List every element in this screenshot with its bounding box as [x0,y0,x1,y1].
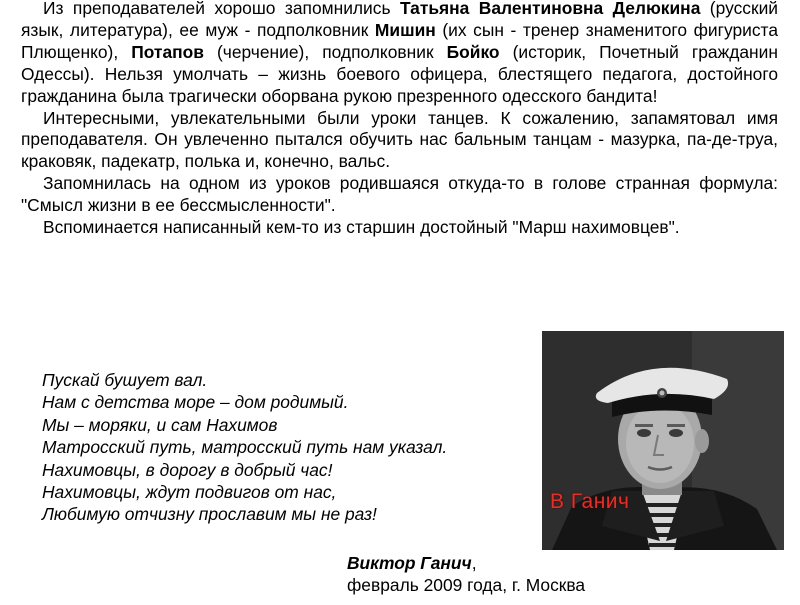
poem-line: Нам с детства море – дом родимый. [42,392,349,413]
portrait-illustration [542,331,784,550]
paragraph-formula: Запомнилась на одном из уроков родившаяся откуда-то в голове странная формула: "Смысл жизни в ее бессмысленности". [21,173,778,216]
author-name: Виктор Ганич [347,553,472,573]
poem-line: Любимую отчизну прославим мы не раз! [42,504,377,525]
portrait-photo [542,331,784,550]
paragraph-march: Вспоминается написанный кем-то из старшин достойный "Марш нахимовцев". [43,217,680,238]
photo-caption: В Ганич [550,490,630,513]
poem-line: Пускай бушует вал. [42,370,208,390]
signature-name-line [347,553,585,575]
poem-march-nakhimovtsev [42,370,532,527]
text-run: (черчение), подполковник [203,41,447,62]
memoir-text [21,0,778,239]
teacher-name-mishin: Мишин [374,19,436,40]
text-run: (русский язык, литература), ее муж - подполковник [21,0,778,40]
paragraph-teachers [21,0,778,108]
teacher-name-potapov: Потапов [131,41,204,62]
poem-line: Матросский путь, матросский путь нам указал. [42,437,448,458]
author-comma: , [471,553,477,573]
text-run: (историк, Почетный гражданин Одессы). Нельзя умолчать – жизнь боевого офицера, блестящего педагога, достойного гражданина была трагически оборвана рукою презренного одесского бандита! [21,41,778,106]
paragraph-dance-lessons: Интересными, увлекательными были уроки танцев. К сожалению, запамятовал имя преподавателя. Он увлеченно пытался обучить нас бальным танцам - мазурка, па-де-труа, краковяк, падекатр, полька и, конечно, вальс. [21,107,778,172]
signature-block [347,553,585,597]
poem-line: Нахимовцы, в дорогу в добрый час! [42,459,333,480]
text-run: (их сын - тренер знаменитого фигуриста Плющенко), [21,19,778,62]
signature-date-place: февраль 2009 года, г. Москва [347,574,586,595]
teacher-name-boyko: Бойко [446,41,500,62]
text-run: Из преподавателей хорошо запомнились [43,0,400,18]
poem-line: Нахимовцы, ждут подвигов от нас, [42,481,337,502]
teacher-name-delyukina: Татьяна Валентиновна Делюкина [399,0,701,18]
poem-line: Мы – моряки, и сам Нахимов [42,414,278,435]
